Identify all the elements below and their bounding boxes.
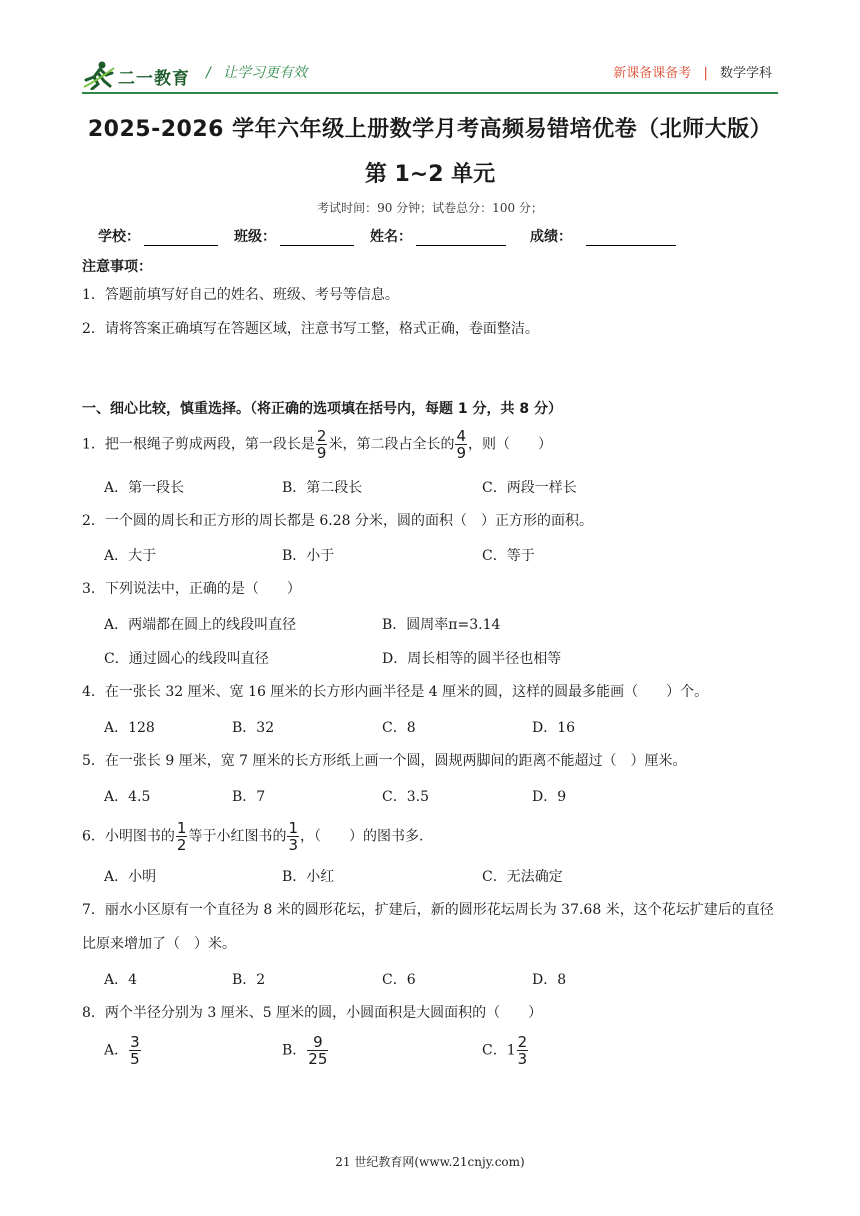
q5-option-d[interactable]: D．9 [532, 789, 567, 805]
question-8: 8．两个半径分别为 3 厘米、5 厘米的圆，小圆面积是大圆面积的（ ） [82, 1005, 543, 1021]
q5-option-c[interactable]: C．3.5 [382, 789, 429, 805]
denominator: 9 [456, 444, 466, 462]
q7-option-d[interactable]: D．8 [532, 972, 567, 988]
question-5: 5．在一张长 9 厘米，宽 7 厘米的长方形纸上画一个圆，圆规两脚间的距离不能超过（ ）厘米。 [82, 753, 687, 769]
denominator: 2 [176, 836, 187, 854]
class-blank[interactable] [280, 230, 354, 246]
page-footer: 21 世纪教育网(www.21cnjy.com) [335, 1155, 525, 1169]
q5-option-a[interactable]: A．4.5 [104, 789, 151, 805]
numerator: 4 [456, 427, 466, 445]
q8-option-a[interactable] [104, 1034, 142, 1067]
header-separator: | [703, 66, 708, 81]
class-field[interactable] [234, 226, 354, 246]
school-blank[interactable] [144, 230, 218, 246]
header-divider [82, 92, 778, 94]
q8-option-b[interactable] [282, 1034, 329, 1067]
q4-option-d[interactable]: D．16 [532, 720, 576, 736]
question-7: 7．丽水小区原有一个直径为 8 米的圆形花坛，扩建后，新的圆形花坛周长为 37.68 米，这个花坛扩建后的直径比原来增加了（ ）米。 [82, 902, 774, 952]
section-title: 一、细心比较，慎重选择。（将正确的选项填在括号内，每题 1 分，共 8 分） [82, 401, 562, 417]
q3-option-c[interactable]: C．通过圆心的线段叫直径 [104, 651, 269, 667]
q7-option-c[interactable]: C．6 [382, 972, 416, 988]
q3-option-b[interactable]: B．圆周率π=3.14 [382, 617, 501, 633]
notice-item: 1．答题前填写好自己的姓名、班级、考号等信息。 [82, 287, 399, 303]
question-6 [82, 820, 423, 853]
q4-option-b[interactable]: B．32 [232, 720, 275, 736]
fraction [129, 1034, 141, 1067]
q6-text: ，（ ）的图书多. [300, 828, 424, 845]
q1-text: 米，第二段占全长的 [328, 436, 455, 453]
slogan-text: 让学习更有效 [223, 65, 308, 81]
score-label: 成绩： [530, 229, 572, 245]
q1-option-a[interactable]: A．第一段长 [104, 480, 185, 496]
numerator: 9 [313, 1033, 323, 1051]
fraction [176, 820, 188, 853]
logo-text: 二一教育 [118, 69, 190, 89]
q7-option-a[interactable]: A．4 [104, 972, 138, 988]
score-blank[interactable] [586, 230, 676, 246]
fraction [455, 428, 467, 461]
denominator: 9 [316, 444, 327, 462]
numerator: 2 [517, 1033, 528, 1051]
fraction [517, 1034, 529, 1067]
numerator: 1 [176, 819, 187, 837]
score-field[interactable] [530, 226, 676, 246]
whole-number: 1 [506, 1042, 516, 1059]
question-1 [82, 428, 552, 461]
option-label: B． [282, 1042, 307, 1059]
q3-option-d[interactable]: D．周长相等的圆半径也相等 [382, 651, 562, 667]
q1-text: 1．把一根绳子剪成两段，第一段长是 [82, 436, 315, 453]
numerator: 1 [288, 819, 299, 837]
q8-option-c[interactable] [482, 1034, 529, 1067]
q1-text: ，则（ ） [468, 436, 552, 453]
name-field[interactable] [370, 226, 506, 246]
q4-option-a[interactable]: A．128 [104, 720, 155, 736]
q4-option-c[interactable]: C．8 [382, 720, 416, 736]
exam-info: 考试时间：90 分钟；试卷总分：100 分； [317, 201, 543, 215]
q1-option-b[interactable]: B．第二段长 [282, 480, 363, 496]
header-subject: 数学学科 [719, 66, 772, 81]
question-4: 4．在一张长 32 厘米、宽 16 厘米的长方形内画半径是 4 厘米的圆，这样的圆最多能画（ ）个。 [82, 684, 709, 700]
header-tag: 新课备课备考 [613, 66, 692, 81]
notice-item: 2．请将答案正确填写在答题区域，注意书写工整，格式正确，卷面整洁。 [82, 321, 539, 337]
q6-option-c[interactable]: C．无法确定 [482, 869, 563, 885]
name-label: 姓名： [370, 229, 412, 245]
fraction [316, 428, 328, 461]
q7-option-b[interactable]: B．2 [232, 972, 266, 988]
q2-option-c[interactable]: C．等于 [482, 548, 535, 564]
header-right [613, 62, 772, 81]
q6-option-a[interactable]: A．小明 [104, 869, 157, 885]
option-label: C． [482, 1042, 507, 1059]
option-label: A． [104, 1042, 129, 1059]
slogan-divider: / [206, 65, 211, 81]
q2-option-b[interactable]: B．小于 [282, 548, 335, 564]
question-3: 3．下列说法中，正确的是（ ） [82, 581, 301, 597]
runner-logo-icon [82, 60, 116, 90]
denominator: 3 [517, 1050, 528, 1068]
name-blank[interactable] [416, 230, 506, 246]
page-header [82, 52, 782, 92]
class-label: 班级： [234, 229, 276, 245]
school-label: 学校： [98, 229, 140, 245]
fraction [287, 820, 299, 853]
q5-option-b[interactable]: B．7 [232, 789, 266, 805]
student-info-fields [98, 226, 718, 250]
q3-option-a[interactable]: A．两端都在圆上的线段叫直径 [104, 617, 297, 633]
slogan [206, 62, 307, 82]
q6-text: 6．小明图书的 [82, 828, 175, 845]
denominator: 3 [288, 836, 299, 854]
fraction [307, 1034, 328, 1067]
school-field[interactable] [98, 226, 218, 246]
q1-option-c[interactable]: C．两段一样长 [482, 480, 577, 496]
q6-option-b[interactable]: B．小红 [282, 869, 335, 885]
denominator: 25 [308, 1050, 328, 1068]
q2-option-a[interactable]: A．大于 [104, 548, 157, 564]
notice-title: 注意事项： [82, 259, 152, 275]
denominator: 5 [130, 1050, 140, 1068]
numerator: 3 [130, 1033, 140, 1051]
logo [82, 60, 192, 94]
q6-text: 等于小红图书的 [188, 828, 287, 845]
numerator: 2 [316, 427, 327, 445]
question-2: 2．一个圆的周长和正方形的周长都是 6.28 分米，圆的面积（ ）正方形的面积。 [82, 513, 593, 529]
page-subtitle: 第 1~2 单元 [364, 162, 496, 187]
page-title: 2025-2026 学年六年级上册数学月考高频易错培优卷（北师大版） [87, 117, 773, 142]
